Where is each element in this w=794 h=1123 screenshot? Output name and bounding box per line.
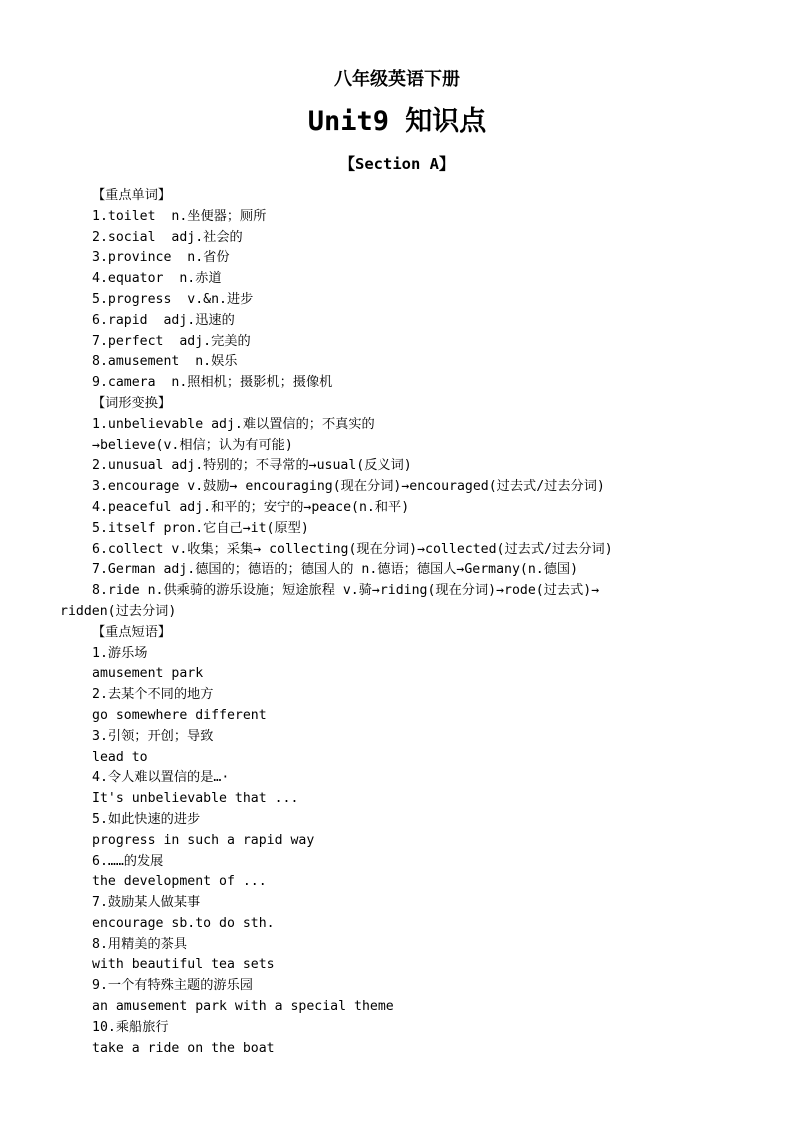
phrase-chinese: 9.一个有特殊主题的游乐园	[92, 978, 253, 994]
phrases-heading: 【重点短语】	[92, 624, 172, 640]
unit-title: Unit9 知识点	[307, 106, 487, 137]
word-item: 7.perfect adj.完美的	[92, 333, 251, 349]
phrase-english: progress in such a rapid way	[92, 832, 315, 848]
phrase-english: encourage sb.to do sth.	[92, 915, 275, 931]
phrase-english: lead to	[92, 749, 148, 765]
form-item-6: 6.collect v.收集；采集→ collecting(现在分词)→collected(过去式/过去分词)	[92, 541, 613, 557]
phrase-english: amusement park	[92, 666, 204, 682]
grade-title: 八年级英语下册	[334, 69, 460, 90]
forms-heading: 【词形变换】	[92, 395, 172, 411]
phrase-english: It's unbelievable that ...	[92, 791, 299, 807]
phrase-chinese: 1.游乐场	[92, 645, 148, 661]
phrase-english: the development of ...	[92, 874, 267, 890]
form-item-1: 1.unbelievable adj.难以置信的；不真实的	[92, 416, 375, 432]
form-item-2: 2.unusual adj.特别的；不寻常的→usual(反义词)	[92, 458, 412, 474]
document-body	[60, 186, 760, 1059]
section-title: 【Section A】	[339, 155, 455, 173]
form-item-4: 4.peaceful adj.和平的；安宁的→peace(n.和平)	[92, 499, 410, 515]
phrase-english: take a ride on the boat	[92, 1040, 275, 1056]
phrase-english: with beautiful tea sets	[92, 957, 275, 973]
word-item: 4.equator n.赤道	[92, 271, 222, 287]
phrase-chinese: 7.鼓励某人做某事	[92, 895, 201, 911]
word-item: 6.rapid adj.迅速的	[92, 312, 235, 328]
form-item-8: 8.ride n.供乘骑的游乐设施；短途旅程 v.骑→riding(现在分词)→rode(过去式)→	[92, 583, 600, 599]
words-list	[60, 207, 760, 394]
form-item-5: 5.itself pron.它自己→it(原型)	[92, 520, 309, 536]
phrase-chinese: 4.令人难以置信的是…·	[92, 770, 230, 786]
word-item: 1.toilet n.坐便器；厕所	[92, 208, 267, 224]
phrase-chinese: 3.引领；开创；导致	[92, 728, 214, 744]
phrase-english: go somewhere different	[92, 707, 267, 723]
word-item: 9.camera n.照相机；摄影机；摄像机	[92, 375, 333, 391]
forms-list	[60, 415, 760, 623]
phrase-chinese: 6.……的发展	[92, 853, 164, 869]
phrase-chinese: 10.乘船旅行	[92, 1019, 169, 1035]
word-item: 8.amusement n.娱乐	[92, 354, 238, 370]
form-item-1-continued: →believe(v.相信；认为有可能)	[92, 437, 293, 453]
word-item: 2.social adj.社会的	[92, 229, 243, 245]
form-item-8-continued: ridden(过去分词)	[60, 603, 177, 619]
form-item-7: 7.German adj.德国的；德语的；德国人的 n.德语；德国人→Germany(n.德国)	[92, 562, 579, 578]
form-item-3: 3.encourage v.鼓励→ encouraging(现在分词)→encouraged(过去式/过去分词)	[92, 479, 605, 495]
word-item: 3.province n.省份	[92, 250, 230, 266]
phrase-chinese: 8.用精美的茶具	[92, 936, 188, 952]
word-item: 5.progress v.&n.进步	[92, 291, 254, 307]
words-heading: 【重点单词】	[92, 188, 172, 203]
phrase-chinese: 2.去某个不同的地方	[92, 687, 214, 703]
phrase-chinese: 5.如此快速的进步	[92, 811, 201, 827]
phrase-english: an amusement park with a special theme	[92, 999, 394, 1015]
phrases-list	[60, 644, 760, 1060]
